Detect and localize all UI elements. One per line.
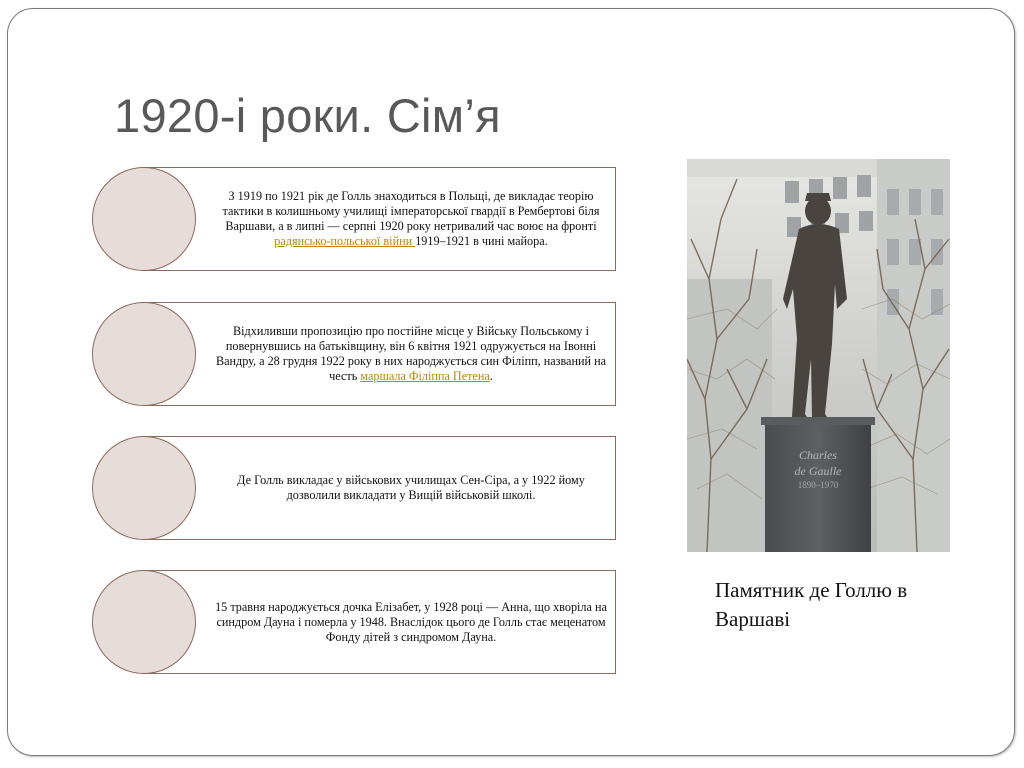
timeline-item-box: [144, 436, 616, 540]
timeline-item-box: [144, 302, 616, 406]
pedestal-inscription-line: Charles: [798, 448, 838, 462]
timeline-item-text-part: .: [489, 369, 493, 383]
pedestal-inscription-line: 1890–1970: [797, 480, 839, 490]
timeline-item-circle: [92, 570, 196, 674]
timeline-item-text: Де Голль викладає у військових училищах Сен-Сіра, а у 1922 йому дозволили викладати у Вищій військовій школі.: [237, 473, 585, 502]
photo-caption: Памятник де Голлю в Варшаві: [715, 578, 908, 631]
link-polish-soviet-war[interactable]: радянсько-польської війни: [274, 234, 416, 248]
timeline-item-3: [92, 436, 618, 542]
timeline-item-box: [144, 570, 616, 674]
timeline-item-text: 15 травня народжується дочка Елізабет, у 1928 році — Анна, що хворіла на синдром Дауна і померла у 1948. Внаслідок цього де Голль стає меценатом Фонду дітей з синдромом Дауна.: [215, 599, 607, 644]
timeline-item-2: [92, 302, 618, 408]
timeline-item-text-part: З 1919 по 1921 рік де Голль знаходиться в Польщі, де викладає теорію тактики в колишньому училищі імператорської гвардії в Рембертові біля Варшави, а в липні — серпні 1920 року нетривалий час воює на фронті: [222, 189, 600, 233]
pedestal-inscription-line: de Gaulle: [794, 464, 842, 478]
timeline-item-box: [144, 167, 616, 271]
timeline-item-circle: [92, 436, 196, 540]
link-marshal-petain[interactable]: маршала Філіппа Петена: [360, 369, 490, 383]
timeline-item-text: [215, 189, 607, 249]
timeline-item-text-part: Відхиливши пропозицію про постійне місце у Війську Польському і повернувшись на батьківщину, він 6 квітня 1921 одружується на Івонні Вандру, а 28 грудня 1922 року в них народжується син Філіпп, названий на честь: [215, 324, 607, 383]
timeline-item-text-part: 1919–1921 в чині майора.: [415, 234, 548, 248]
slide-title: 1920-і роки. Сім’я: [114, 89, 501, 142]
monument-photo: [687, 159, 950, 552]
timeline-item-text: [215, 324, 607, 384]
timeline-item-circle: [92, 302, 196, 406]
timeline-item-4: [92, 570, 618, 676]
timeline-item-1: [92, 167, 618, 273]
timeline-item-circle: [92, 167, 196, 271]
